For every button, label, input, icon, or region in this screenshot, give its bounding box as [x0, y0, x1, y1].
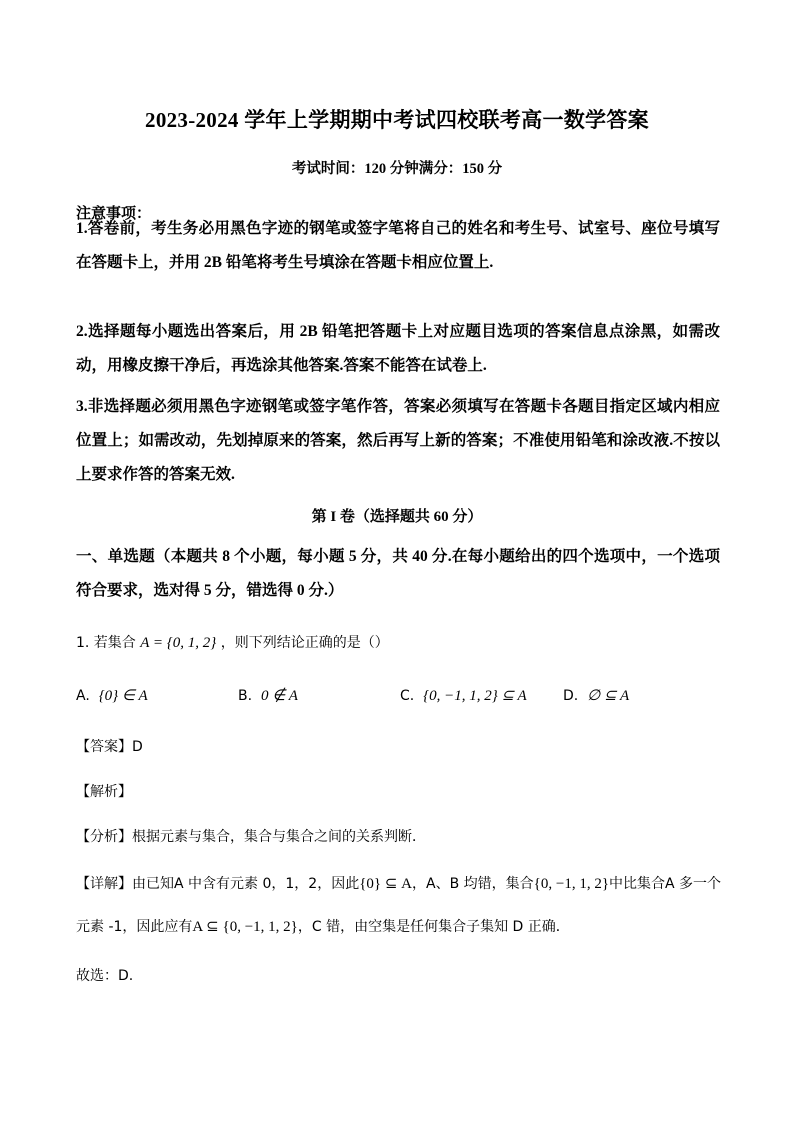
option-a-math: {0} ∈ A [98, 688, 148, 704]
option-a-label: A. [76, 688, 90, 704]
stem-prefix: 1. 若集合 [76, 635, 136, 651]
detail-math-2: {0, −1, 1, 2} [533, 876, 610, 892]
section-title: 第 I 卷（选择题共 60 分） [311, 509, 483, 525]
option-a [76, 686, 148, 705]
detail-line-2 [76, 916, 570, 936]
answer-line: 【答案】D [76, 739, 143, 755]
option-d-math: ∅ ⊆ A [587, 688, 630, 704]
option-c-math: {0, −1, 1, 2} ⊆ A [423, 688, 527, 704]
part-one-instructions: 一、单选题（本题共 8 个小题，每小题 5 分，共 40 分.在每小题给出的四个选项中，一个选项符合要求，选对得 5 分，错选得 0 分.） [76, 548, 720, 599]
notes-heading: 注意事项： [76, 206, 152, 222]
detail2-suffix: ，C 错，由空集是任何集合子集知 D 正确． [297, 919, 570, 935]
option-b [238, 686, 298, 705]
stem-set-expression: A = {0, 1, 2} [140, 635, 217, 651]
detail-prefix: 【详解】由已知A 中含有元素 0，1，2，因此 [76, 876, 360, 892]
option-c-label: C. [400, 688, 415, 704]
page-title: 2023-2024 学年上学期期中考试四校联考高一数学答案 [145, 108, 649, 132]
option-b-math: 0 ∉ A [260, 688, 298, 704]
option-d-label: D. [563, 688, 579, 704]
option-c [400, 686, 527, 705]
option-b-label: B. [238, 688, 253, 704]
detail-line-1 [76, 873, 721, 893]
conclusion-line: 故选：D. [76, 968, 134, 984]
stem-suffix: ，则下列结论正确的是（） [220, 635, 389, 651]
detail2-math: A ⊆ {0, −1, 1, 2} [192, 919, 298, 935]
detail2-prefix: 元素 -1，因此应有 [76, 919, 193, 935]
detail-suffix: 中比集合A 多一个 [609, 876, 722, 892]
note-item-1: 1.答卷前，考生务必用黑色字迹的钢笔或签字笔将自己的姓名和考生号、试室号、座位号填写在答题卡上，并用 2B 铅笔将考生号填涂在答题卡相应位置上. [76, 220, 720, 271]
note-item-2: 2.选择题每小题选出答案后，用 2B 铅笔把答题卡上对应题目选项的答案信息点涂黑，如需改动，用橡皮擦干净后，再选涂其他答案.答案不能答在试卷上. [76, 323, 720, 374]
question-1-stem [76, 632, 389, 652]
note-item-3: 3.非选择题必须用黑色字迹钢笔或签字笔作答，答案必须填写在答题卡各题目指定区域内相应位置上；如需改动，先划掉原来的答案，然后再写上新的答案；不准使用铅笔和涂改液.不按以上要求作答的答案无效. [76, 398, 720, 483]
analysis-text: 【分析】根据元素与集合，集合与集合之间的关系判断． [76, 829, 426, 845]
detail-mid: ，A、B 均错，集合 [412, 876, 534, 892]
detail-math-1: {0} ⊆ A [359, 876, 413, 892]
exam-info: 考试时间：120 分钟满分：150 分 [291, 161, 503, 177]
analysis-heading: 【解析】 [76, 784, 132, 800]
option-d [563, 686, 629, 705]
